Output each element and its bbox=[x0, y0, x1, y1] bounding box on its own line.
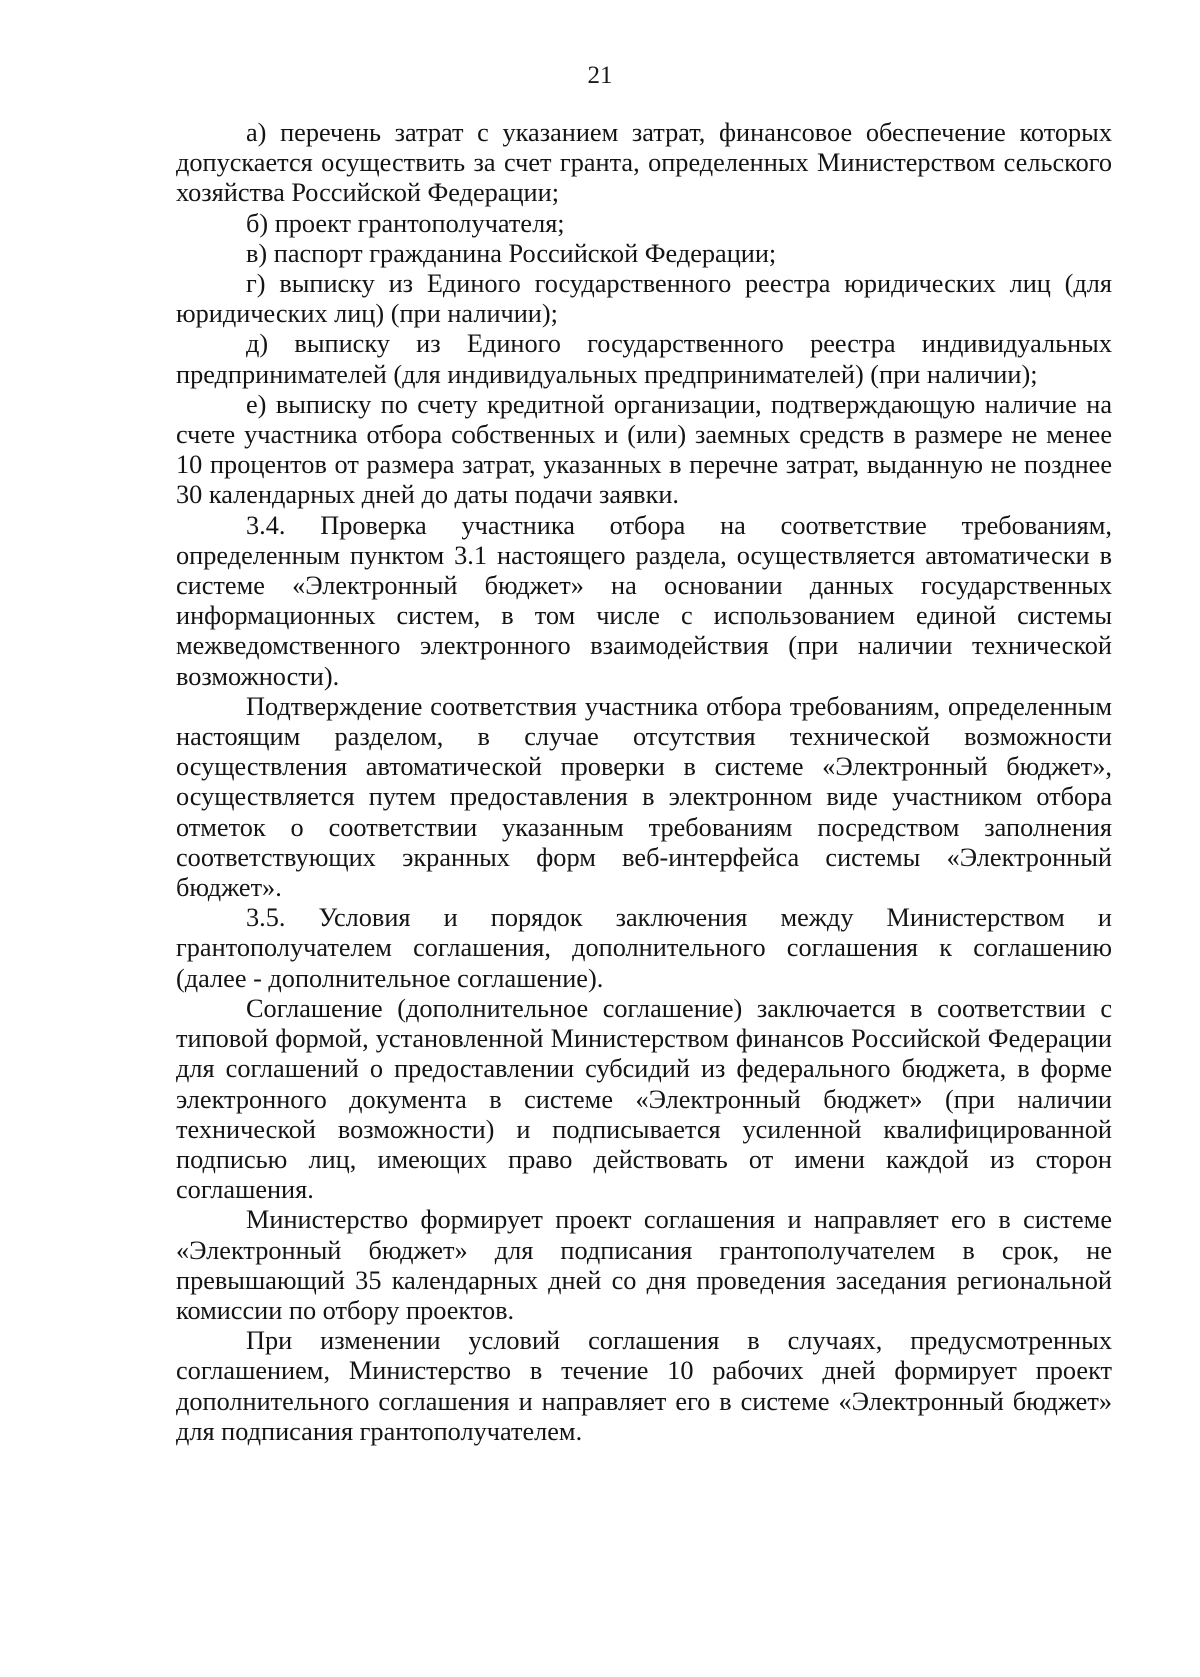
list-item-d: д) выписку из Единого государственного реестра индивидуальных предпринимателей (для индивидуальных предпринимателей) (при наличии); bbox=[176, 329, 1112, 389]
clause-3-5-agreement: Соглашение (дополнительное соглашение) заключается в соответствии с типовой формой, установленной Министерством финансов Российской Федерации для соглашений о предоставлении субсидий из федерального бюджета, в форме электронного документа в системе «Электронный бюджет» (при наличии технической возможности) и подписывается усиленной квалифицированной подписью лиц, имеющих право действовать от имени каждой из сторон соглашения. bbox=[176, 993, 1112, 1205]
clause-3-4: 3.4. Проверка участника отбора на соответствие требованиям, определенным пунктом 3.1 настоящего раздела, осуществляется автоматически в системе «Электронный бюджет» на основании данных государственных информационных систем, в том числе с использованием единой системы межведомственного электронного взаимодействия (при наличии технической возможности). bbox=[176, 510, 1112, 691]
list-item-v: в) паспорт гражданина Российской Федерации; bbox=[246, 238, 777, 268]
list-item-g: г) выписку из Единого государственного реестра юридических лиц (для юридических лиц) (при наличии); bbox=[176, 269, 1112, 329]
list-item-e: е) выписку по счету кредитной организации, подтверждающую наличие на счете участника отбора собственных и (или) заемных средств в размере не менее 10 процентов от размера затрат, указанных в перечне затрат, выданную не позднее 30 календарных дней до даты подачи заявки. bbox=[176, 389, 1112, 510]
clause-3-5-ministry-draft: Министерство формирует проект соглашения и направляет его в системе «Электронный бюджет» для подписания грантополучателем в срок, не превышающий 35 календарных дней со дня проведения заседания региональной комиссии по отбору проектов. bbox=[176, 1205, 1112, 1325]
list-item-b: б) проект грантополучателя; bbox=[246, 208, 565, 238]
list-item-a: а) перечень затрат с указанием затрат, финансовое обеспечение которых допускается осуществить за счет гранта, определенных Министерством сельского хозяйства Российской Федерации; bbox=[176, 118, 1112, 208]
page-number: 21 bbox=[587, 62, 613, 89]
clause-3-5-amendments: При изменении условий соглашения в случаях, предусмотренных соглашением, Министерство в течение 10 рабочих дней формирует проект дополнительного соглашения и направляет его в системе «Электронный бюджет» для подписания грантополучателем. bbox=[176, 1326, 1112, 1446]
clause-3-4-confirmation: Подтверждение соответствия участника отбора требованиям, определенным настоящим разделом, в случае отсутствия технической возможности осуществления автоматической проверки в системе «Электронный бюджет», осуществляется путем предоставления в электронном виде участником отбора отметок о соответствии указанным требованиям посредством заполнения соответствующих экранных форм веб-интерфейса системы «Электронный бюджет». bbox=[176, 691, 1112, 903]
clause-3-5: 3.5. Условия и порядок заключения между Министерством и грантополучателем соглашения, дополнительного соглашения к соглашению (далее - дополнительное соглашение). bbox=[176, 903, 1112, 993]
document-body bbox=[176, 118, 1112, 1447]
